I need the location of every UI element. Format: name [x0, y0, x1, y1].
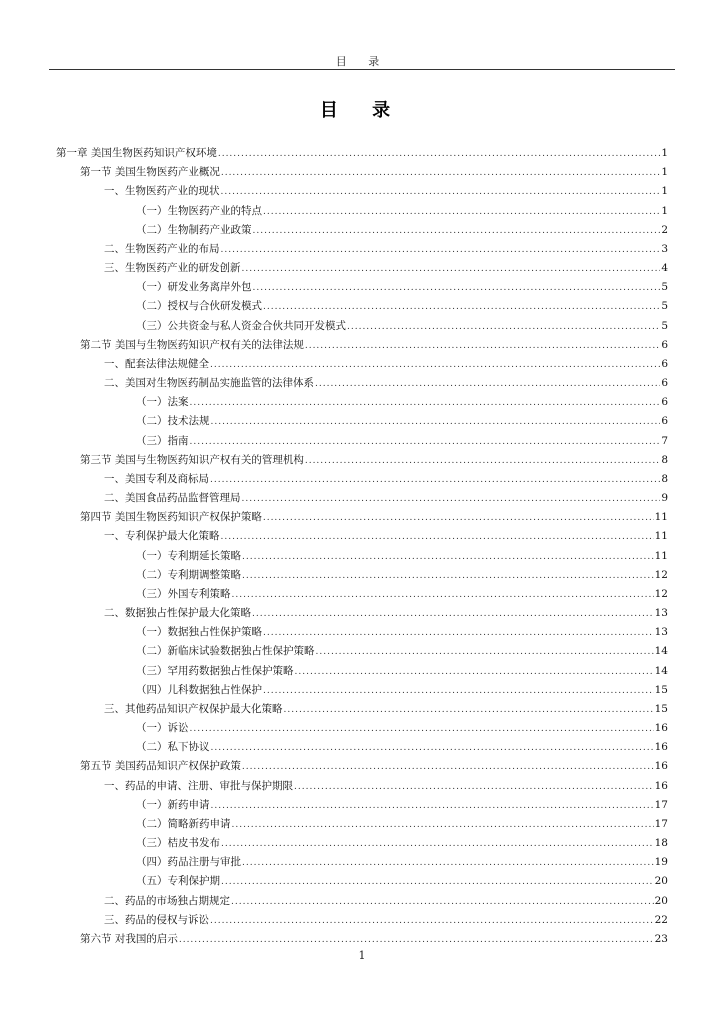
- toc-entry-title: 三、药品的侵权与诉讼: [104, 913, 209, 926]
- toc-entry[interactable]: [0, 278, 724, 296]
- toc-entry-page: 5: [661, 300, 668, 313]
- toc-leader-dots: [263, 624, 654, 642]
- toc-leader-dots: [211, 413, 661, 431]
- toc-entry-title: 二、药品的市场独占期规定: [104, 894, 230, 907]
- toc-entry-page: 15: [654, 702, 668, 715]
- header-rule: [49, 69, 675, 70]
- toc-entry[interactable]: [0, 508, 724, 526]
- toc-entry-page: 8: [661, 472, 668, 485]
- toc-entry-page: 6: [661, 377, 668, 390]
- toc-entry-title: 三、其他药品知识产权保护最大化策略: [104, 702, 283, 715]
- toc-entry-title: （四）儿科数据独占性保护: [136, 683, 262, 696]
- toc-entry-page: 11: [654, 511, 668, 524]
- toc-entry[interactable]: [0, 738, 724, 756]
- toc-entry[interactable]: [0, 853, 724, 871]
- toc-leader-dots: [232, 816, 654, 834]
- toc-entry-page: 3: [661, 242, 668, 255]
- toc-entry-page: 16: [654, 722, 668, 735]
- toc-leader-dots: [231, 893, 654, 911]
- toc-leader-dots: [253, 222, 661, 240]
- toc-leader-dots: [242, 548, 654, 566]
- toc-entry-title: （二）私下协议: [136, 741, 210, 754]
- toc-entry[interactable]: [0, 355, 724, 373]
- toc-entry-title: 第一节 美国生物医药产业概况: [80, 166, 220, 179]
- toc-leader-dots: [294, 778, 654, 796]
- toc-leader-dots: [284, 701, 654, 719]
- toc-entry[interactable]: [0, 470, 724, 488]
- toc-leader-dots: [211, 797, 654, 815]
- toc-entry-title: 二、美国对生物医药制品实施监管的法律体系: [104, 377, 314, 390]
- toc-entry-title: （三）桔皮书发布: [136, 837, 220, 850]
- toc-entry-title: 一、药品的申请、注册、审批与保护期限: [104, 779, 293, 792]
- toc-entry-title: 一、配套法律法规健全: [104, 357, 209, 370]
- toc-leader-dots: [315, 375, 660, 393]
- toc-leader-dots: [190, 394, 661, 412]
- toc-leader-dots: [263, 509, 654, 527]
- toc-entry-title: （四）药品注册与审批: [136, 856, 241, 869]
- toc-entry-title: （一）生物医药产业的特点: [136, 204, 262, 217]
- toc-leader-dots: [242, 567, 654, 585]
- toc-entry[interactable]: [0, 202, 724, 220]
- toc-entry[interactable]: [0, 412, 724, 430]
- toc-entry[interactable]: [0, 317, 724, 335]
- toc-entry-title: 一、专利保护最大化策略: [104, 530, 220, 543]
- toc-entry-page: 17: [654, 817, 668, 830]
- toc-entry-page: 2: [661, 223, 668, 236]
- toc-leader-dots: [242, 758, 654, 776]
- toc-entry[interactable]: [0, 719, 724, 737]
- toc-leader-dots: [190, 433, 661, 451]
- toc-entry-page: 19: [654, 856, 668, 869]
- toc-leader-dots: [210, 471, 660, 489]
- toc-leader-dots: [305, 452, 660, 470]
- toc-entry-page: 13: [654, 607, 668, 620]
- toc-entry-page: 1: [661, 166, 668, 179]
- toc-entry[interactable]: [0, 297, 724, 315]
- toc-entry-page: 18: [654, 837, 668, 850]
- toc-entry-title: 第五节 美国药品知识产权保护政策: [80, 760, 241, 773]
- toc-entry[interactable]: [0, 681, 724, 699]
- toc-entry-title: （一）诉讼: [136, 722, 189, 735]
- toc-entry-page: 1: [661, 204, 668, 217]
- toc-entry-page: 12: [654, 568, 668, 581]
- toc-entry[interactable]: [0, 892, 724, 910]
- toc-entry-page: 4: [661, 262, 668, 275]
- toc-entry-title: （三）公共资金与私人资金合伙共同开发模式: [136, 319, 346, 332]
- toc-entry[interactable]: [0, 259, 724, 277]
- toc-leader-dots: [242, 854, 654, 872]
- toc-leader-dots: [305, 337, 660, 355]
- toc-entry[interactable]: [0, 642, 724, 660]
- toc-entry[interactable]: [0, 930, 724, 948]
- toc-entry-title: （二）新临床试验数据独占性保护策略: [136, 645, 315, 658]
- toc-entry-page: 22: [654, 913, 668, 926]
- toc-entry-title: （一）法案: [136, 396, 189, 409]
- toc-entry[interactable]: [0, 240, 724, 258]
- toc-entry-page: 13: [654, 626, 668, 639]
- toc-entry-page: 14: [654, 645, 668, 658]
- toc-leader-dots: [221, 873, 654, 891]
- toc-leader-dots: [221, 528, 654, 546]
- toc-entry[interactable]: [0, 144, 724, 162]
- page-title: 目 录: [319, 100, 405, 121]
- toc-entry[interactable]: [0, 604, 724, 622]
- toc-leader-dots: [218, 145, 660, 163]
- toc-entry-title: 第一章 美国生物医药知识产权环境: [56, 147, 217, 159]
- toc-entry-page: 1: [661, 185, 668, 198]
- toc-entry-title: （三）外国专利策略: [136, 587, 231, 600]
- toc-entry[interactable]: [0, 432, 724, 450]
- toc-entry-title: （一）新药申请: [136, 798, 210, 811]
- toc-entry-title: （一）数据独占性保护策略: [136, 626, 262, 639]
- toc-entry-title: （一）研发业务离岸外包: [136, 281, 252, 294]
- toc-entry-page: 20: [654, 875, 668, 888]
- toc-entry[interactable]: [0, 585, 724, 603]
- toc-entry-page: 16: [654, 741, 668, 754]
- toc-entry[interactable]: [0, 757, 724, 775]
- toc-entry-title: （一）专利期延长策略: [136, 549, 241, 562]
- toc-entry-title: （五）专利保护期: [136, 875, 220, 888]
- toc-leader-dots: [316, 643, 654, 661]
- toc-entry-title: （二）技术法规: [136, 415, 210, 428]
- toc-entry[interactable]: [0, 777, 724, 795]
- toc-leader-dots: [221, 164, 660, 182]
- running-header: 目 录: [335, 55, 389, 68]
- toc-entry-title: （三）指南: [136, 434, 189, 447]
- toc-entry-title: （二）专利期调整策略: [136, 568, 241, 581]
- toc-entry-page: 6: [661, 357, 668, 370]
- toc-entry-page: 8: [661, 453, 668, 466]
- toc-entry[interactable]: [0, 221, 724, 239]
- toc-leader-dots: [263, 682, 654, 700]
- toc-entry-page: 6: [661, 338, 668, 351]
- toc-entry-page: 7: [661, 434, 668, 447]
- toc-entry-title: 第六节 对我国的启示: [80, 932, 178, 945]
- toc-entry-title: 第四节 美国生物医药知识产权保护策略: [80, 511, 262, 524]
- toc-entry[interactable]: [0, 911, 724, 929]
- toc-leader-dots: [242, 260, 661, 278]
- toc-leader-dots: [221, 835, 654, 853]
- toc-entry[interactable]: [0, 815, 724, 833]
- toc-leader-dots: [232, 586, 654, 604]
- toc-leader-dots: [263, 203, 660, 221]
- toc-entry[interactable]: [0, 527, 724, 545]
- toc-entry-page: 5: [661, 319, 668, 332]
- toc-entry[interactable]: [0, 374, 724, 392]
- toc-entry-title: （三）罕用药数据独占性保护策略: [136, 664, 294, 677]
- toc-entry-title: 第二节 美国与生物医药知识产权有关的法律法规: [80, 338, 304, 351]
- toc-leader-dots: [221, 183, 661, 201]
- toc-entry[interactable]: [0, 662, 724, 680]
- toc-entry[interactable]: [0, 336, 724, 354]
- toc-entry-page: 16: [654, 760, 668, 773]
- toc-entry-title: 第三节 美国与生物医药知识产权有关的管理机构: [80, 453, 304, 466]
- toc-entry-title: （二）生物制药产业政策: [136, 223, 252, 236]
- toc-entry[interactable]: [0, 623, 724, 641]
- toc-entry-title: 一、美国专利及商标局: [104, 472, 209, 485]
- toc-leader-dots: [210, 912, 654, 930]
- toc-leader-dots: [253, 279, 661, 297]
- toc-leader-dots: [179, 931, 654, 949]
- toc-entry-title: （二）简略新药申请: [136, 817, 231, 830]
- toc-entry-title: 一、生物医药产业的现状: [104, 185, 220, 198]
- toc-leader-dots: [242, 490, 661, 508]
- toc-entry-page: 23: [654, 932, 668, 945]
- toc-entry-page: 16: [654, 779, 668, 792]
- toc-leader-dots: [295, 663, 654, 681]
- toc-entry-page: 12: [654, 587, 668, 600]
- toc-entry[interactable]: [0, 547, 724, 565]
- toc-entry[interactable]: [0, 700, 724, 718]
- toc-leader-dots: [210, 356, 660, 374]
- toc-leader-dots: [221, 241, 661, 259]
- toc-entry-page: 11: [654, 530, 668, 543]
- toc-leader-dots: [263, 298, 660, 316]
- toc-entry[interactable]: [0, 451, 724, 469]
- toc-leader-dots: [190, 720, 654, 738]
- toc-entry-page: 5: [661, 281, 668, 294]
- toc-leader-dots: [347, 318, 660, 336]
- toc-entry-title: 二、生物医药产业的布局: [104, 242, 220, 255]
- toc-entry-page: 1: [661, 147, 668, 159]
- toc-entry-page: 11: [654, 549, 668, 562]
- toc-entry-page: 15: [654, 683, 668, 696]
- page-number: 1: [358, 949, 366, 962]
- toc-entry[interactable]: [0, 872, 724, 890]
- toc-entry-page: 9: [661, 492, 668, 505]
- toc-entry[interactable]: [0, 834, 724, 852]
- toc-entry-page: 17: [654, 798, 668, 811]
- toc-entry-page: 20: [654, 894, 668, 907]
- toc-entry[interactable]: [0, 796, 724, 814]
- toc-leader-dots: [211, 739, 654, 757]
- toc-entry-page: 6: [661, 415, 668, 428]
- toc-entry[interactable]: [0, 393, 724, 411]
- toc-entry[interactable]: [0, 163, 724, 181]
- toc-entry-title: （二）授权与合伙研发模式: [136, 300, 262, 313]
- toc-entry-page: 14: [654, 664, 668, 677]
- toc-entry-title: 二、数据独占性保护最大化策略: [104, 607, 251, 620]
- toc-entry[interactable]: [0, 182, 724, 200]
- toc-leader-dots: [252, 605, 654, 623]
- toc-entry-title: 二、美国食品药品监督管理局: [104, 492, 241, 505]
- toc-entry[interactable]: [0, 489, 724, 507]
- toc-entry-title: 三、生物医药产业的研发创新: [104, 262, 241, 275]
- toc-entry[interactable]: [0, 566, 724, 584]
- toc-entry-page: 6: [661, 396, 668, 409]
